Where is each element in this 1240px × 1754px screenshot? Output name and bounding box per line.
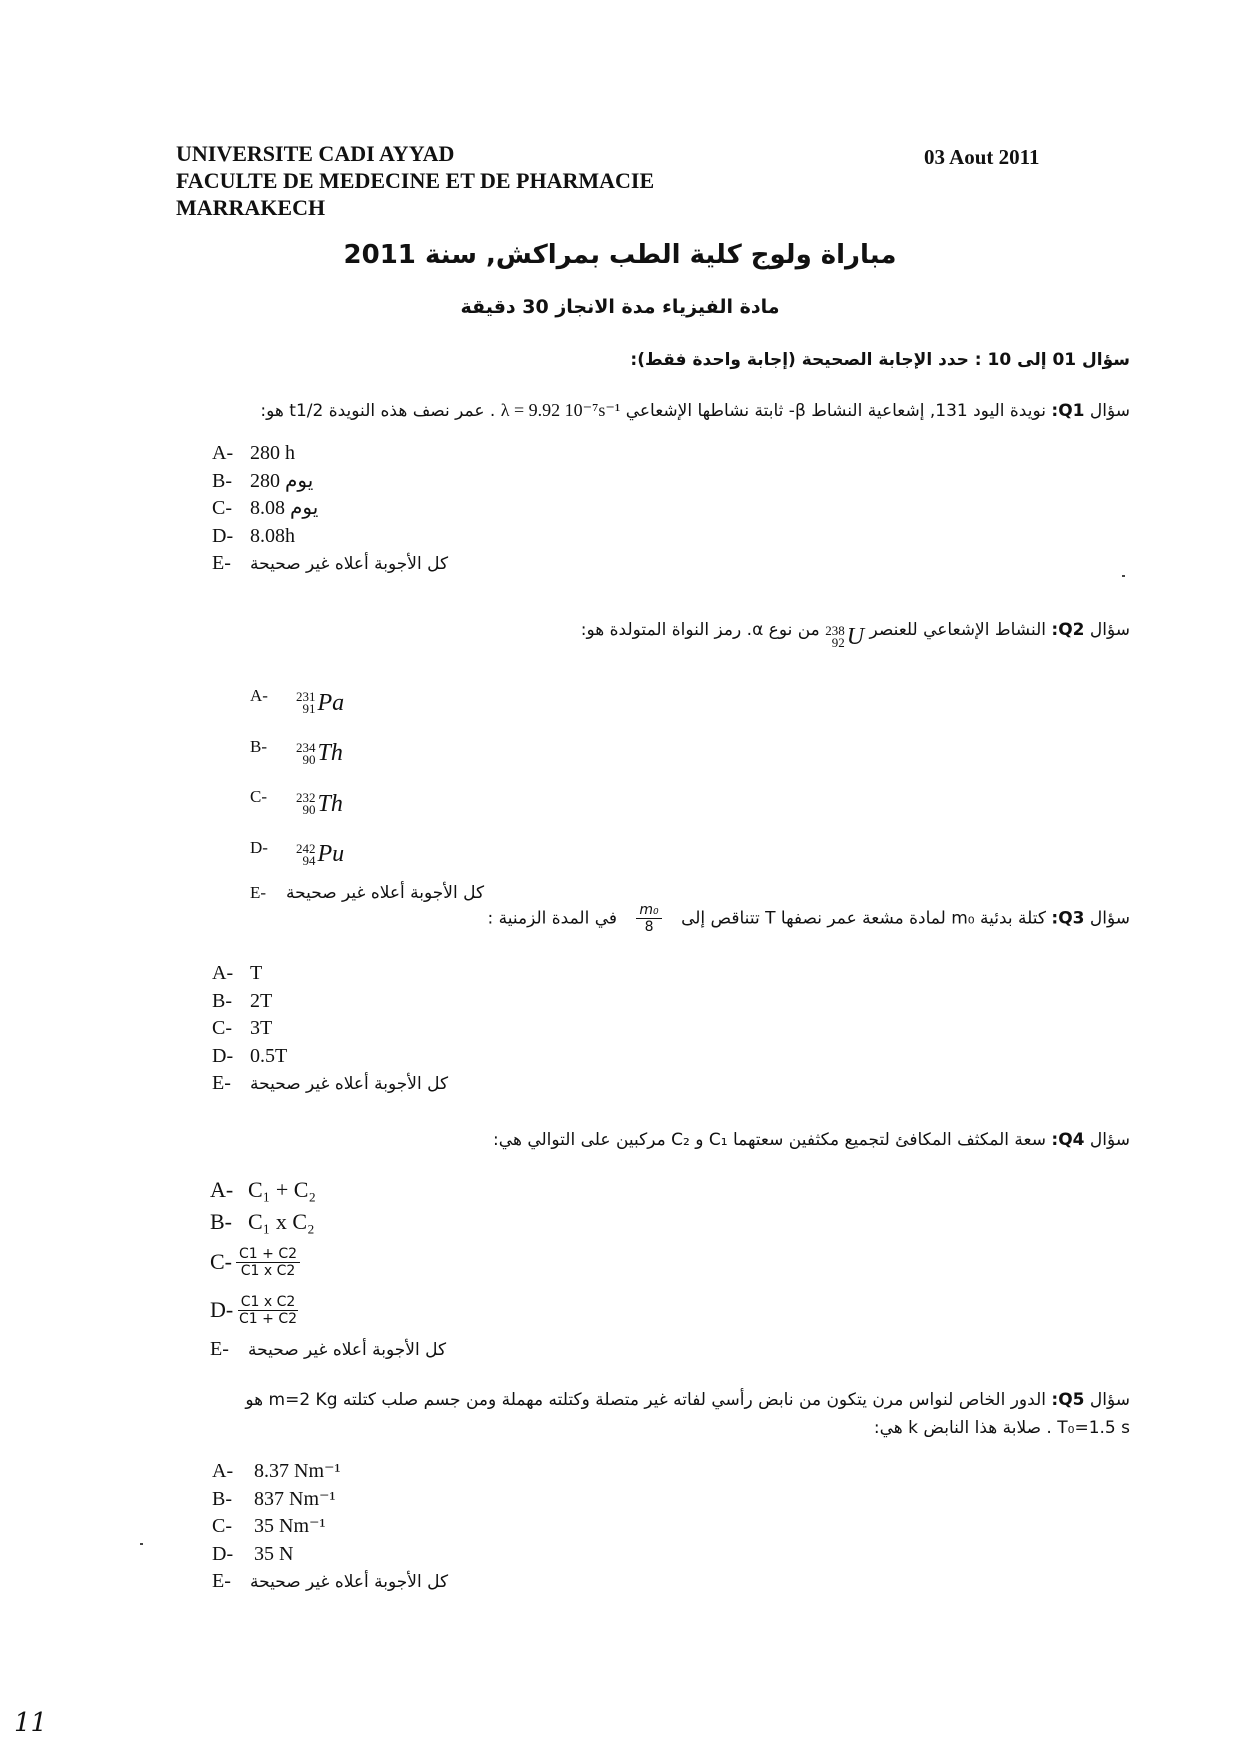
option-a[interactable]: A- 280 h [212, 442, 295, 464]
option-d[interactable]: D- 242 94 Pu [250, 837, 345, 868]
q-prefix: سؤال [1089, 1390, 1130, 1410]
option-c[interactable]: C- 3T [212, 1017, 273, 1039]
faculty-name: FACULTE DE MEDECINE ET DE PHARMACIE [176, 168, 655, 193]
q4-text: سعة المكثف المكافئ لتجميع مكثفين سعتهما C₁ و C₂ مركبين على التوالي هي: [493, 1130, 1046, 1150]
q2-options [250, 674, 484, 909]
option-d[interactable]: D- 0.5T [212, 1044, 288, 1067]
option-b[interactable]: B- 2T [212, 989, 273, 1012]
scan-mark [140, 1543, 143, 1545]
option-b[interactable]: B- 837 Nm⁻¹ [212, 1487, 336, 1510]
option-c[interactable]: C- 8.08 يوم [212, 497, 319, 519]
option-e[interactable]: E- كل الأجوبة أعلاه غير صحيحة [212, 1072, 449, 1094]
option-c[interactable]: C- $\frac{C1 + C2}{\text{C1 x C2}}$ [210, 1238, 446, 1286]
q4-options [210, 1174, 446, 1365]
header-institution [176, 140, 654, 221]
question-5-line2 [874, 1418, 1130, 1438]
option-a[interactable]: A- C₁ + C₂ [210, 1177, 317, 1202]
option-b[interactable]: B- C₁ x C₂ [210, 1209, 315, 1234]
q1-text-a: نويدة اليود 131, إشعاعية النشاط β- ثابتة نشاطها الإشعاعي [625, 401, 1046, 421]
q2-label: Q2: [1051, 620, 1085, 640]
q1-text-b: . عمر نصف هذه النويدة t1/2 هو: [260, 401, 496, 421]
q3-text-b: في المدة الزمنية : [487, 908, 618, 929]
option-a[interactable]: A- T [212, 962, 263, 984]
option-a[interactable]: A- 231 91 Pa [250, 686, 345, 716]
q5-label: Q5: [1051, 1390, 1085, 1410]
question-4 [493, 1130, 1130, 1150]
q2-text-b: من نوع α. رمز النواة المتولدة هو: [580, 620, 820, 640]
option-a[interactable]: A- 8.37 Nm⁻¹ [212, 1460, 341, 1482]
exam-date: 03 Aout 2011 [924, 145, 1040, 169]
option-d[interactable]: D- $\frac{\text{C1 x C2}}{C1 + C2}$ [210, 1293, 297, 1327]
question-2 [581, 620, 1130, 651]
q-prefix: سؤال [1089, 1130, 1130, 1150]
option-e[interactable]: E- كل الأجوبة أعلاه غير صحيحة [250, 883, 485, 903]
question-5 [245, 1390, 1130, 1410]
option-b[interactable]: B- 234 90 Th [250, 736, 343, 767]
q5-line1: الدور الخاص لنواس مرن يتكون من نابض رأسي لفاته غير متصلة وكتلته مهملة ومن جسم صلب كتلته m=2 Kg هو [245, 1390, 1046, 1410]
q3-label: Q3: [1051, 908, 1085, 929]
option-d[interactable]: D- 35 N [212, 1542, 294, 1565]
q-prefix: سؤال [1089, 401, 1130, 421]
q1-formula: λ = 9.92 10⁻⁷s⁻¹ [500, 400, 621, 420]
q4-label: Q4: [1051, 1130, 1085, 1150]
q1-options [212, 440, 448, 579]
q-prefix: سؤال [1089, 908, 1130, 929]
option-c[interactable]: C- 35 Nm⁻¹ [212, 1515, 326, 1537]
q1-label: Q1: [1051, 401, 1085, 421]
page-number: 11 [14, 1708, 48, 1738]
question-1 [260, 400, 1130, 421]
city-name: MARRAKECH [176, 195, 326, 220]
q2-text-a: النشاط الإشعاعي للعنصر [869, 620, 1046, 640]
exam-subtitle: مادة الفيزياء مدة الانجاز 30 دقيقة [460, 296, 780, 318]
q3-options [212, 960, 448, 1099]
exam-title: مباراة ولوج كلية الطب بمراكش, سنة 2011 [343, 240, 897, 270]
instructions: سؤال 01 إلى 10 : حدد الإجابة الصحيحة (إجابة واحدة فقط): [630, 350, 1130, 370]
option-b[interactable]: B- 280 يوم [212, 469, 314, 492]
option-e[interactable]: E- كل الأجوبة أعلاه غير صحيحة [212, 1570, 449, 1592]
option-d[interactable]: D- 8.08h [212, 524, 295, 547]
q5-line2: T₀=1.5 s . صلابة هذا النابض k هي: [873, 1418, 1130, 1438]
option-e[interactable]: E- كل الأجوبة أعلاه غير صحيحة [212, 552, 449, 574]
university-name: UNIVERSITE CADI AYYAD [176, 141, 455, 166]
option-e[interactable]: E- كل الأجوبة أعلاه غير صحيحة [210, 1338, 447, 1360]
q5-options [212, 1458, 448, 1597]
q3-fraction: $\frac{\text{m₀}}{8}$ [636, 902, 661, 935]
q2-element: 238 92 U [825, 623, 865, 650]
question-3 [487, 902, 1130, 935]
option-c[interactable]: C- 232 90 Th [250, 787, 343, 817]
scan-mark [1122, 575, 1125, 577]
q-prefix: سؤال [1089, 620, 1130, 640]
q3-text-a: كتلة بدئية m₀ لمادة مشعة عمر نصفها T تتناقص إلى [681, 908, 1046, 929]
